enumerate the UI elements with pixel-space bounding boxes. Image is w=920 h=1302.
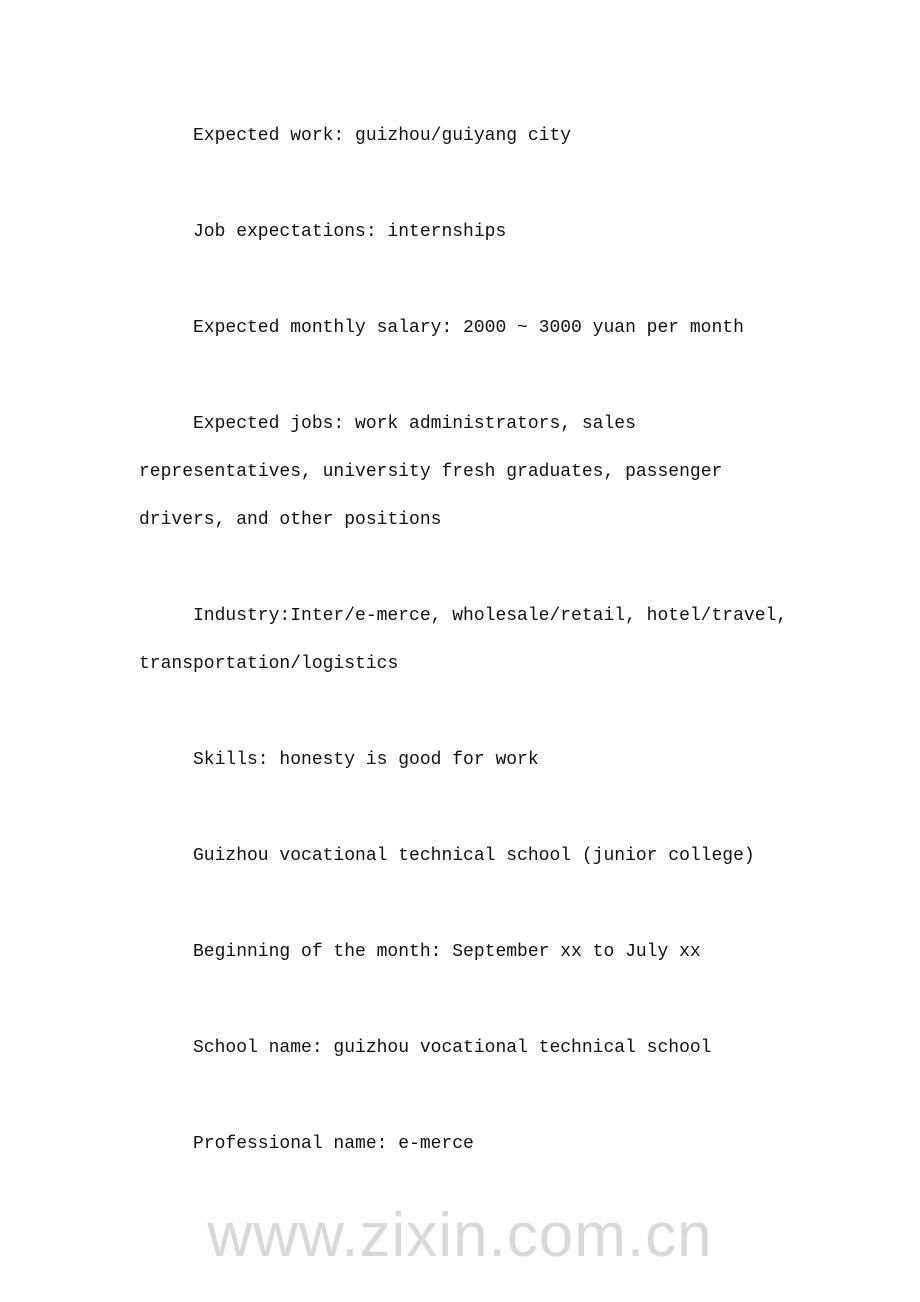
- paragraph-expected-work: Expected work: guizhou/guiyang city: [193, 126, 572, 146]
- paragraph-school-heading: Guizhou vocational technical school (junior college): [193, 846, 755, 866]
- paragraph-dates: Beginning of the month: September xx to July xx: [193, 942, 701, 962]
- paragraph-job-expectations: Job expectations: internships: [193, 222, 507, 242]
- paragraph-professional-name: Professional name: e-merce: [193, 1134, 474, 1154]
- paragraph-school-name: School name: guizhou vocational technical school: [193, 1038, 712, 1058]
- paragraph-skills: Skills: honesty is good for work: [193, 750, 539, 770]
- paragraph-expected-jobs: Expected jobs: work administrators, sales representatives, university fresh graduates, passenger drivers, and other positions: [139, 414, 723, 530]
- paragraph-industry: Industry:Inter/e-merce, wholesale/retail, hotel/travel, transportation/logistics: [139, 606, 788, 674]
- paragraph-expected-salary: Expected monthly salary: 2000 ~ 3000 yuan per month: [193, 318, 744, 338]
- document-body: [139, 112, 804, 1216]
- watermark: www.zixin.com.cn: [207, 1201, 713, 1270]
